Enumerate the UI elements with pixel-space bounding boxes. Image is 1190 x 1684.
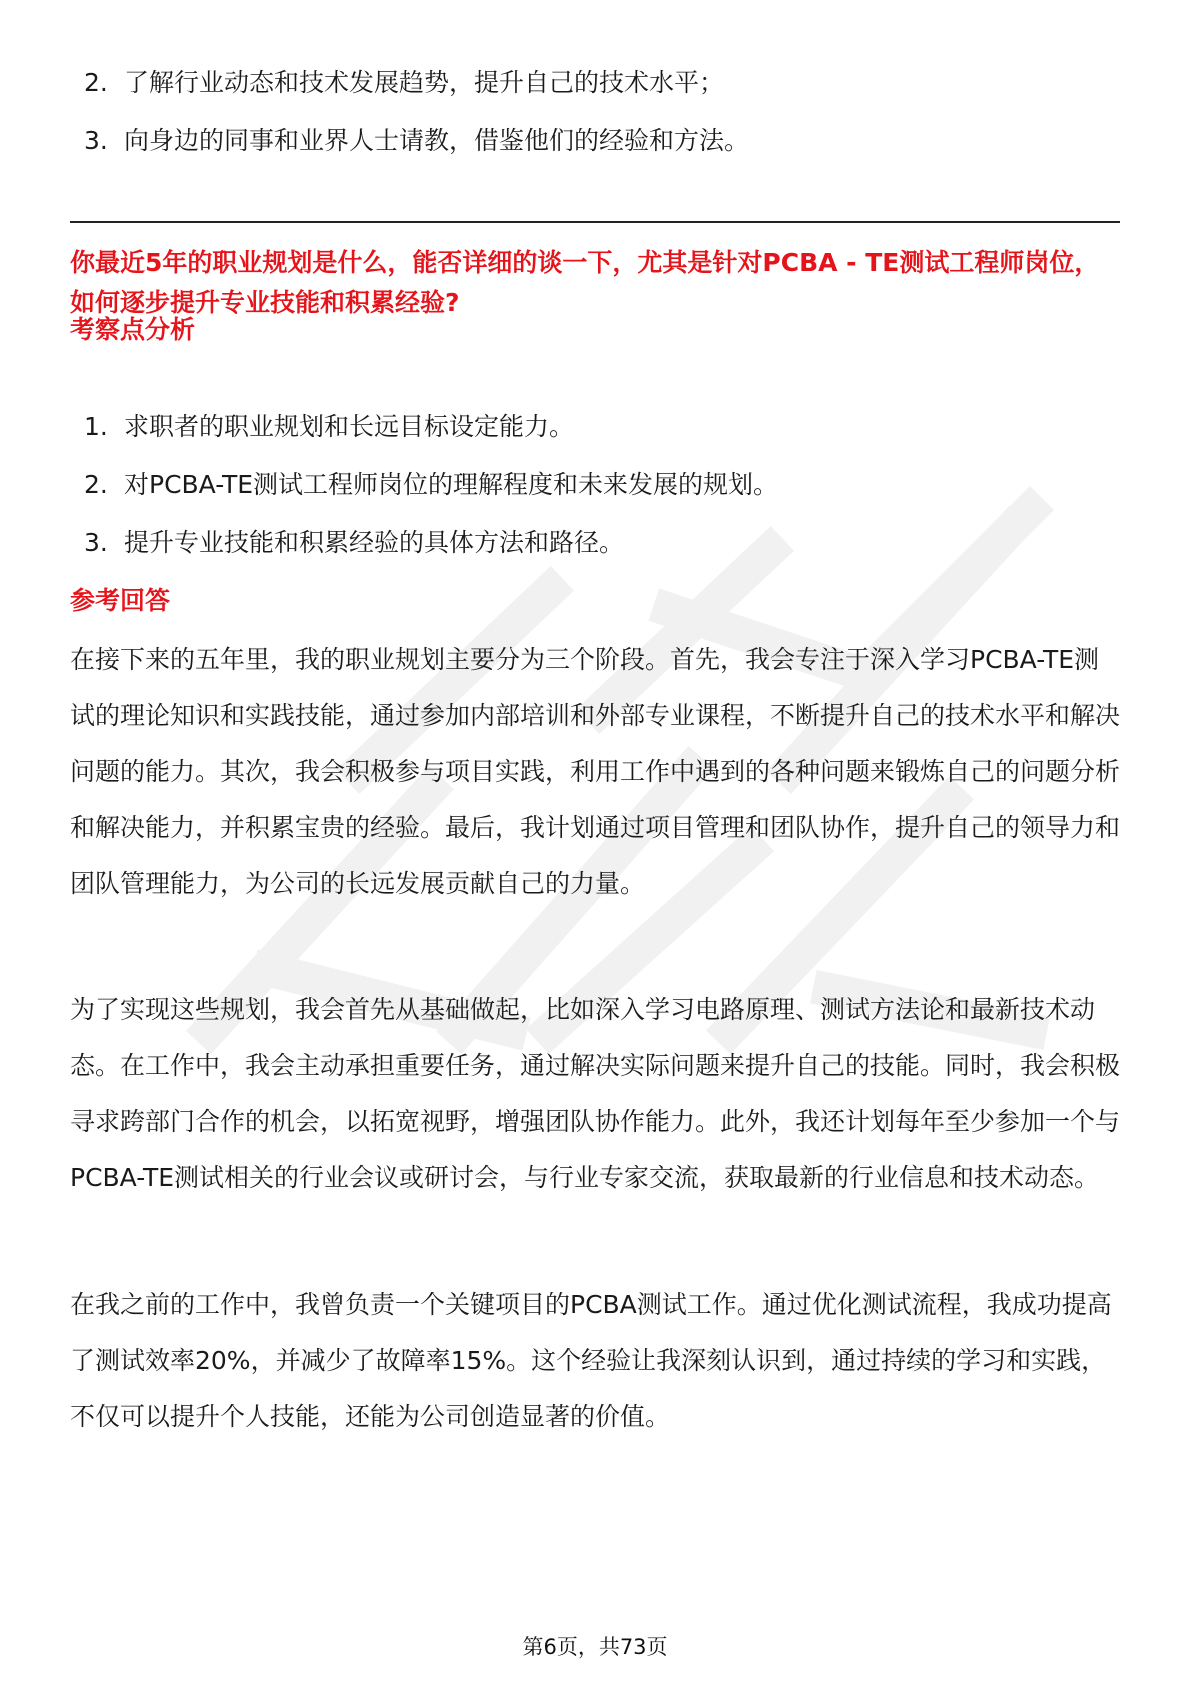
list-item-text: 求职者的职业规划和长远目标设定能力。 <box>124 412 575 441</box>
answer-heading: 参考回答 <box>70 586 171 615</box>
analysis-list <box>70 412 778 586</box>
answer-paragraph: 在我之前的工作中，我曾负责一个关键项目的PCBA测试工作。通过优化测试流程，我成功提高了测试效率20%，并减少了故障率15%。这个经验让我深刻认识到，通过持续的学习和实践，不仅可以提升个人技能，还能为公司创造显著的价值。 <box>70 1290 1112 1431</box>
list-item-text: 向身边的同事和业界人士请教，借鉴他们的经验和方法。 <box>124 126 750 155</box>
answer-paragraph: 在接下来的五年里，我的职业规划主要分为三个阶段。首先，我会专注于深入学习PCBA-TE测试的理论知识和实践技能，通过参加内部培训和外部专业课程，不断提升自己的技术水平和解决问题的能力。其次，我会积极参与项目实践，利用工作中遇到的各种问题来锻炼自己的问题分析和解决能力，并积累宝贵的经验。最后，我计划通过项目管理和团队协作，提升自己的领导力和团队管理能力，为公司的长远发展贡献自己的力量。 <box>70 645 1121 898</box>
previous-answer-list <box>70 68 749 184</box>
interview-question: 你最近5年的职业规划是什么，能否详细的谈一下，尤其是针对PCBA - TE测试工程师岗位，如何逐步提升专业技能和积累经验? <box>70 248 1100 317</box>
list-item <box>70 470 778 500</box>
list-item-text: 提升专业技能和积累经验的具体方法和路径。 <box>124 528 625 557</box>
list-item-number: 2. <box>84 68 108 97</box>
list-item <box>70 412 778 442</box>
list-item-number: 1. <box>84 412 108 441</box>
list-item-text: 对PCBA-TE测试工程师岗位的理解程度和未来发展的规划。 <box>124 470 779 499</box>
list-item <box>70 68 749 98</box>
section-divider <box>70 221 1120 223</box>
list-item <box>70 528 778 558</box>
analysis-heading: 考察点分析 <box>70 315 196 344</box>
answer-paragraph: 为了实现这些规划，我会首先从基础做起，比如深入学习电路原理、测试方法论和最新技术动态。在工作中，我会主动承担重要任务，通过解决实际问题来提升自己的技能。同时，我会积极寻求跨部门合作的机会，以拓宽视野，增强团队协作能力。此外，我还计划每年至少参加一个与PCBA-TE测试相关的行业会议或研讨会，与行业专家交流，获取最新的行业信息和技术动态。 <box>70 995 1121 1192</box>
list-item <box>70 126 749 156</box>
list-item-number: 3. <box>84 126 108 155</box>
page-number: 第6页，共73页 <box>522 1635 668 1659</box>
list-item-number: 3. <box>84 528 108 557</box>
list-item-text: 了解行业动态和技术发展趋势，提升自己的技术水平； <box>124 68 725 97</box>
list-item-number: 2. <box>84 470 108 499</box>
